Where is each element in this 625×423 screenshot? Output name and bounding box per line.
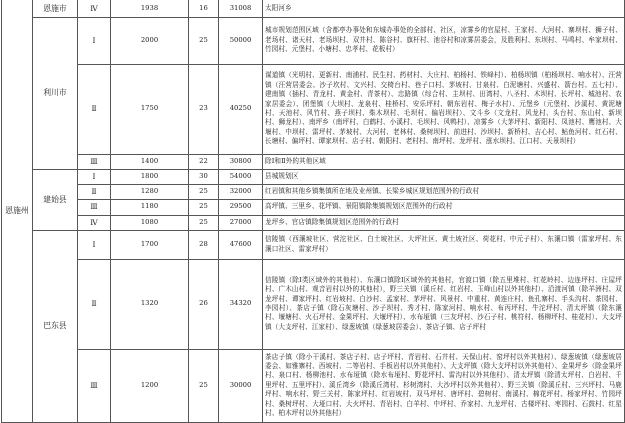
salary-cell: 2000 [111,17,189,64]
county-cell: 利川市 [33,17,78,169]
salary-cell: 1200 [111,349,189,422]
level-cell: Ⅰ [78,17,111,64]
salary-cell: 1750 [111,64,189,154]
salary-cell: 1320 [111,259,189,349]
county-cell: 巴东县 [33,230,78,422]
table-row [2,184,625,199]
county-cell: 建始县 [33,169,78,230]
level-cell: Ⅲ [78,349,111,422]
table-row [2,230,625,259]
limit-cell: 54000 [219,169,263,184]
price-cell: 30 [189,169,219,184]
level-cell: Ⅱ [78,64,111,154]
area-cell: 高坪镇、三里乡、花坪镇、景阳镇除集镇规划区范围外的行政村 [263,199,625,215]
salary-cell: 1280 [111,184,189,199]
limit-cell: 31008 [219,0,263,17]
table-row [2,169,625,184]
salary-cell: 1400 [111,154,189,169]
table-row [2,349,625,422]
area-cell: 信陵镇（西瀼坡社区、营沱社区、白土坡社区、大坪社区、黄土坡社区、荷花村、中元子村）、东瀼口镇（雷家坪村、东瀼口社区、雷家坪村） [263,230,625,259]
price-cell: 25 [189,349,219,422]
table-row [2,154,625,169]
area-cell: 除Ⅰ和Ⅱ外的其他区域 [263,154,625,169]
price-cell: 25 [189,17,219,64]
price-cell: 26 [189,259,219,349]
salary-cell: 1800 [111,169,189,184]
salary-cell: 1180 [111,199,189,215]
county-cell: 恩施市 [33,0,78,17]
limit-cell: 34320 [219,259,263,349]
level-cell: Ⅱ [78,184,111,199]
table-row [2,199,625,215]
limit-cell: 30000 [219,349,263,422]
table-row [2,259,625,349]
area-cell: 谋道镇（光明村、更新村、南浦村、民生村、药材村、大庄村、柏杨村、铁峰村）、柏杨坝镇（柏杨坝村、响水村）、汪营镇（汪营居委会、沙子坎村、文兴村、交椅台村、巷子口村、茅坡村、甘泉村、白泥塘村、兴盛村、箭台村、五七村）、建南镇（插村、青龙村、黄金村、青茶村）、忠路镇（综合村、主坝村、田湾村、八圣村、木坝村、长坪村、城池村、农家居委会）、团堡镇（大坝村、龙泉村、桂桥村、安乐坪村、朝东岩村、梅子水村）、元堡乡（元堡村、沙溪村、黄泥塘村、天池村、风竹村、燕子坝村、柴木坝村、毛坝村、偏岩坝村）、文斗乡（文龙村、风龙村、头台村、东山村、新坝村、狮龙村）、南坪乡（南坪村、白鹤村、小溪村、毛坝村、风鸭村）、凉雾乡（大茅坪村、新阳村、凤池村、鹰池村、大堰村、中坝村、雷坪村、茅坡村、大河村、老林村、桑树坝村、前进村、沙坝村、新桥村、吉心村、鲇鱼河村、红石村、长塘村、偏坪村、谭家坝村、店子村、朝阳村、老村村、南坪村、龙坪村、涨水坝村、江口村、天景坝村） [263,64,625,154]
limit-cell: 32000 [219,184,263,199]
table-row [2,17,625,64]
price-cell: 28 [189,230,219,259]
price-cell: 16 [189,0,219,17]
limit-cell: 50000 [219,17,263,64]
limit-cell: 47600 [219,230,263,259]
table-row [2,64,625,154]
area-cell: 茶店子镇（除小干溪村、茶店子村、店子坪村、青岩村、石井村、天保山村、窑坪村以外其他村）、绿葱坡镇（绿葱坡居委会、如雅寨村、西坡村、二等岩村、手板岩村以外其他村）、大支坪镇（除大支坪村以外其他村）、金果坪乡（除金果坪村、泉口村、杨柳池村、水布垭镇（除水布垭村、野花坪村、雷沟村以外其他村）、清太坪镇（除清太坪村、白岩村、千里坪村、五里坪村）、溪丘湾乡（除溪丘湾村、杉树湾村、大沙坪村以外其他村）、野三关镇（除溪丘村、三兴坪村、马鹿坪村、响水村、野三关村、陈家坪村、红岩坡村、双马坪村、唐坪村、碧树村、南溪村、棉花坪村、杨家坪村、竹园坪村、桑树坪村、大垭口村、大火坪村、青岩村、白羊村、中坪村、乔家村、九龙坪村、古楼坪村、枣园村、石鼓村、红星村、柏木坪村以外其他村） [263,349,625,422]
level-cell: Ⅲ [78,154,111,169]
price-cell: 22 [189,154,219,169]
price-cell: 25 [189,184,219,199]
salary-cell: 1700 [111,230,189,259]
area-cell: 信陵镇（除Ⅰ类区域外的其他村）、东瀼口镇除Ⅰ区域外的其他村，官渡口镇（除五里堆村、红花岭村、边连坪村、庄屋坪村、广木山村、观音岩村以外的其他村），野三关镇（溪丘村、红岩村、玉峰山村以外其他村）、沿渡河镇（除羊洲村、双龙坪村、谭家坪村、红岩坡村、白沙村、孟家村、茅坪村、风景村、中重村、黄连庄村、鱼孔寨村、手头沟村、茶园村、李园村）、茶店子镇（除石灰塘村、沙子坝村、秀才村、陈家河村、响水村、布丙坪村、牛沱坪村、清太坪镇（除东瀼村、堰塘村、火石坪村、金果坪村、大堰坪村）、水布垭镇（三友坪村、沙石子村、桃符村、杨柳坪村、桂花村）、大支坪镇（大支坪村、江家村）、绿葱坡镇（绿葱坡居委会）、茶店子镇、店子坪村 [263,259,625,349]
table-row [2,215,625,230]
level-cell: Ⅳ [78,0,111,17]
land-compensation-table [1,0,625,423]
area-cell: 龙坪乡、官店镇除集镇规划区范围外的行政村 [263,215,625,230]
prefecture-cell: 恩施州 [2,0,33,422]
level-cell: Ⅰ [78,230,111,259]
price-cell: 25 [189,215,219,230]
level-cell: Ⅰ [78,169,111,184]
price-cell: 25 [189,199,219,215]
price-cell: 23 [189,64,219,154]
limit-cell: 29500 [219,199,263,215]
level-cell: Ⅱ [78,259,111,349]
area-cell: 县城规划区 [263,169,625,184]
limit-cell: 27000 [219,215,263,230]
area-cell: 太阳河乡 [263,0,625,17]
level-cell: Ⅲ [78,199,111,215]
table-row [2,0,625,17]
limit-cell: 40250 [219,64,263,154]
salary-cell: 1080 [111,215,189,230]
area-cell: 红岩镇和其他乡镇集镇所在地及业州镇、长梁乡城区规划范围外的行政村 [263,184,625,199]
level-cell: Ⅳ [78,215,111,230]
salary-cell: 1938 [111,0,189,17]
area-cell: 城市规划范围区域（含都亭办事处和东城办事处的全部村、社区，凉雾乡的官屋村、王家村、大河村、寨坝村、狮子村、老场村、诸天村、老场坝村、双井村、陈谷村、旗杆村、池谷村和凉雾居委会，及胜利村、东坝村、马鸣村、牟家坝村、竹园村、元堡村、小塘村、忠孝村、花板村） [263,17,625,64]
limit-cell: 30800 [219,154,263,169]
